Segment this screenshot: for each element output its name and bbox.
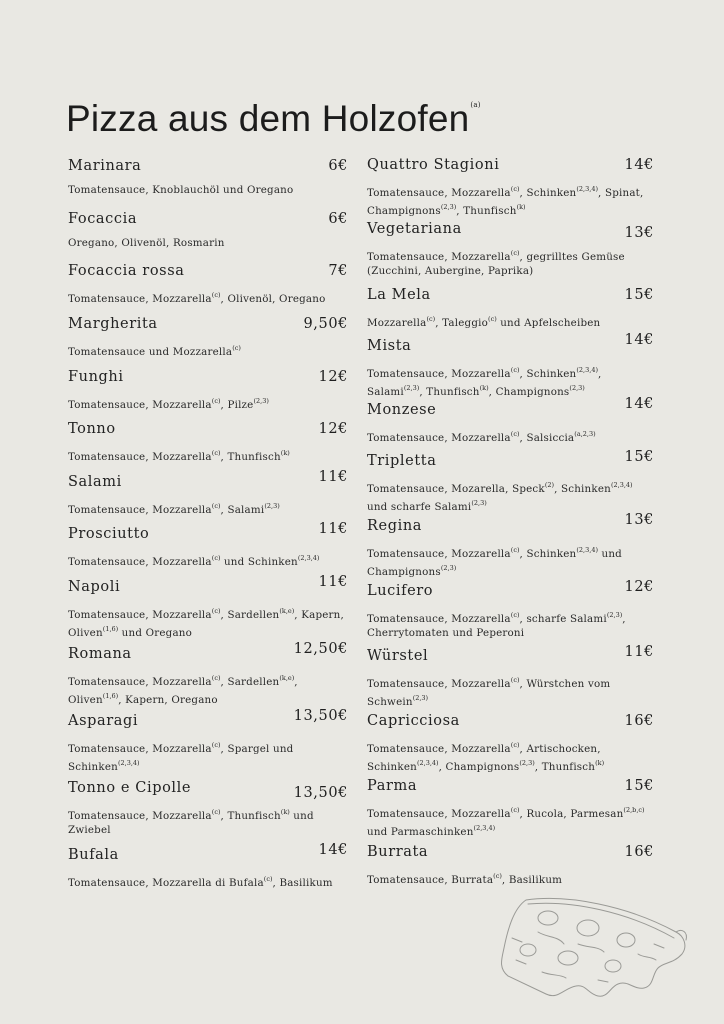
item-description bbox=[68, 738, 348, 774]
description-text: , Champignons bbox=[488, 386, 570, 398]
description-text: Tomatensauce, Mozzarella bbox=[68, 676, 212, 688]
item-description bbox=[68, 288, 348, 306]
item-description bbox=[367, 869, 654, 887]
item-name: Romana bbox=[68, 646, 132, 662]
description-text: Tomatensauce, Burrata bbox=[367, 874, 494, 886]
allergen-footnote: (k) bbox=[479, 384, 489, 392]
allergen-footnote: (k,e) bbox=[279, 607, 295, 615]
description-text: , Taleggio bbox=[435, 317, 489, 329]
allergen-footnote: (c) bbox=[426, 315, 436, 323]
menu-item bbox=[367, 579, 654, 640]
item-description bbox=[68, 183, 348, 197]
item-description bbox=[68, 236, 348, 250]
title-footnote: (a) bbox=[470, 101, 481, 109]
item-description bbox=[367, 608, 654, 640]
menu-item bbox=[68, 369, 348, 412]
menu-item bbox=[367, 644, 654, 709]
item-name: Tonno bbox=[68, 421, 116, 437]
allergen-footnote: (1,6) bbox=[102, 625, 119, 633]
allergen-footnote: (2,3) bbox=[519, 759, 535, 767]
item-name: Würstel bbox=[367, 648, 429, 664]
item-price: 12€ bbox=[624, 579, 654, 595]
item-description bbox=[367, 246, 654, 278]
description-text: Tomatensauce, Mozzarella bbox=[68, 293, 212, 305]
menu-item bbox=[367, 449, 654, 514]
allergen-footnote: (k) bbox=[516, 203, 526, 211]
allergen-footnote: (c) bbox=[211, 502, 221, 510]
description-text: , Salsiccia bbox=[519, 432, 575, 444]
item-name: Marinara bbox=[68, 158, 142, 174]
item-description bbox=[68, 671, 348, 707]
menu-item bbox=[68, 708, 348, 774]
description-text: , Schinken bbox=[554, 483, 611, 495]
menu-item bbox=[68, 574, 348, 640]
item-name: Tonno e Cipolle bbox=[68, 780, 192, 796]
description-text: Tomatensauce, Mozzarella bbox=[367, 808, 511, 820]
description-text: Tomatensauce und Mozzarella bbox=[68, 346, 233, 358]
description-text: , Thunfisch bbox=[534, 761, 596, 773]
item-description bbox=[367, 478, 654, 514]
description-text: , Spargel und Schinken bbox=[68, 743, 294, 773]
item-name: Vegetariana bbox=[367, 221, 462, 237]
allergen-footnote: (c) bbox=[510, 185, 520, 193]
menu-item bbox=[367, 713, 654, 774]
menu-item bbox=[68, 211, 348, 250]
item-price: 7€ bbox=[328, 263, 348, 279]
item-description bbox=[68, 805, 348, 837]
menu-item bbox=[367, 396, 654, 445]
item-name: Capricciosa bbox=[367, 713, 460, 729]
page-title bbox=[66, 98, 481, 140]
allergen-footnote: (2,3,4) bbox=[297, 554, 320, 562]
allergen-footnote: (c) bbox=[211, 674, 221, 682]
description-text: , Basilikum bbox=[272, 877, 333, 889]
menu-item bbox=[68, 780, 348, 837]
item-description bbox=[68, 604, 348, 640]
description-text: Tomatensauce, Mozzarella di Bufala bbox=[68, 877, 264, 889]
item-name: Focaccia rossa bbox=[68, 263, 185, 279]
item-name: Monzese bbox=[367, 402, 437, 418]
item-description bbox=[68, 394, 348, 412]
allergen-footnote: (2) bbox=[544, 481, 555, 489]
allergen-footnote: (c) bbox=[510, 546, 520, 554]
description-text: Tomatensauce, Mozzarella bbox=[68, 504, 212, 516]
item-description bbox=[367, 182, 654, 218]
description-text: , Salami bbox=[220, 504, 265, 516]
item-price: 13,50€ bbox=[293, 785, 348, 801]
description-text: , Würstchen vom Schwein bbox=[367, 678, 611, 708]
description-text: , Thunfisch bbox=[456, 205, 517, 217]
allergen-footnote: (c) bbox=[211, 397, 221, 405]
description-text: Oregano, Olivenöl, Rosmarin bbox=[68, 237, 225, 249]
description-text: Tomatensauce, Mozzarella bbox=[68, 810, 212, 822]
description-text: Tomatensauce, Mozzarella bbox=[367, 678, 511, 690]
description-text: , Champignons bbox=[438, 761, 520, 773]
item-name: Regina bbox=[367, 518, 423, 534]
description-text: Tomatensauce, Mozzarella bbox=[68, 743, 212, 755]
description-text: Tomatensauce, Mozzarella bbox=[68, 609, 212, 621]
menu-item bbox=[367, 844, 654, 887]
description-text: , Thunfisch bbox=[220, 810, 281, 822]
item-price: 15€ bbox=[624, 449, 654, 465]
item-price: 15€ bbox=[624, 287, 654, 303]
item-price: 6€ bbox=[328, 211, 348, 227]
description-text: , Thunfisch bbox=[220, 451, 281, 463]
description-text: , Cherrytomaten und Peperoni bbox=[367, 613, 626, 639]
description-text: und scharfe Salami bbox=[367, 501, 472, 513]
allergen-footnote: (c) bbox=[510, 430, 520, 438]
item-name: Mista bbox=[367, 338, 412, 354]
description-text: Tomatensauce, Mozarella, Speck bbox=[367, 483, 545, 495]
item-name: Napoli bbox=[68, 579, 121, 595]
description-text: , Schinken bbox=[519, 368, 577, 380]
item-description bbox=[367, 803, 654, 839]
allergen-footnote: (2,3) bbox=[471, 499, 487, 507]
description-text: , Sardellen bbox=[220, 676, 280, 688]
item-description bbox=[68, 446, 348, 464]
allergen-footnote: (c) bbox=[493, 872, 502, 880]
menu-item bbox=[68, 641, 348, 707]
item-price: 6€ bbox=[328, 158, 348, 174]
menu-item bbox=[68, 842, 348, 890]
item-price: 14€ bbox=[624, 396, 654, 412]
item-description bbox=[367, 543, 654, 579]
item-price: 12,50€ bbox=[293, 641, 348, 657]
description-text: , Kapern, Oregano bbox=[118, 694, 218, 706]
description-text: , Schinken bbox=[519, 187, 577, 199]
description-text: Tomatensauce, Mozzarella bbox=[68, 556, 212, 568]
description-text: und Schinken bbox=[220, 556, 298, 568]
allergen-footnote: (c) bbox=[510, 249, 520, 257]
menu-item bbox=[367, 287, 654, 330]
allergen-footnote: (c) bbox=[510, 741, 520, 749]
item-name: La Mela bbox=[367, 287, 431, 303]
title-text: Pizza aus dem Holzofen bbox=[66, 98, 470, 139]
description-text: , Artischocken, Schinken bbox=[367, 743, 601, 773]
item-description bbox=[367, 363, 654, 399]
item-price: 14€ bbox=[624, 157, 654, 173]
menu-item bbox=[68, 521, 348, 569]
allergen-footnote: (c) bbox=[510, 366, 520, 374]
allergen-footnote: (k,e) bbox=[279, 674, 295, 682]
description-text: , gegrilltes Gemüse (Zucchini, Aubergine, Paprika) bbox=[367, 251, 625, 277]
pizza-slice-illustration bbox=[468, 888, 690, 1006]
item-price: 14€ bbox=[624, 332, 654, 348]
item-name: Tripletta bbox=[367, 453, 437, 469]
description-text: , Schinken bbox=[519, 548, 577, 560]
item-description bbox=[367, 427, 654, 445]
allergen-footnote: (c) bbox=[211, 808, 221, 816]
allergen-footnote: (a,2,3) bbox=[574, 430, 596, 438]
item-name: Prosciutto bbox=[68, 526, 150, 542]
item-name: Burrata bbox=[367, 844, 429, 860]
item-price: 11€ bbox=[318, 469, 348, 485]
description-text: , Olivenöl, Oregano bbox=[220, 293, 326, 305]
description-text: Tomatensauce, Mozzarella bbox=[367, 368, 511, 380]
item-price: 14€ bbox=[318, 842, 348, 858]
description-text: und Oregano bbox=[118, 627, 193, 639]
description-text: Tomatensauce, Mozzarella bbox=[367, 743, 511, 755]
menu-item bbox=[68, 469, 348, 517]
allergen-footnote: (2,3) bbox=[440, 564, 457, 572]
item-name: Margherita bbox=[68, 316, 158, 332]
description-text: und Zwiebel bbox=[68, 810, 314, 836]
allergen-footnote: (k) bbox=[280, 449, 290, 457]
description-text: , Spinat, Champignons bbox=[367, 187, 644, 217]
allergen-footnote: (2,3) bbox=[412, 694, 429, 702]
item-name: Salami bbox=[68, 474, 122, 490]
allergen-footnote: (2,3) bbox=[253, 397, 269, 405]
description-text: Tomatensauce, Mozzarella bbox=[367, 187, 511, 199]
item-price: 11€ bbox=[624, 644, 654, 660]
description-text: , Sardellen bbox=[220, 609, 280, 621]
allergen-footnote: (c) bbox=[232, 344, 241, 352]
menu-item bbox=[367, 221, 654, 278]
description-text: Tomatensauce, Mozzarella bbox=[367, 432, 511, 444]
description-text: Tomatensauce, Mozzarella bbox=[367, 251, 511, 263]
allergen-footnote: (2,3,4) bbox=[610, 481, 633, 489]
allergen-footnote: (2,3) bbox=[569, 384, 585, 392]
item-description bbox=[68, 551, 348, 569]
menu-item bbox=[68, 421, 348, 464]
item-price: 16€ bbox=[624, 844, 654, 860]
description-text: Tomatensauce, Mozzarella bbox=[367, 613, 511, 625]
item-price: 12€ bbox=[318, 369, 348, 385]
item-description bbox=[367, 673, 654, 709]
description-text: Tomatensauce, Mozzarella bbox=[68, 399, 212, 411]
menu-item bbox=[68, 263, 348, 306]
description-text: Tomatensauce, Mozzarella bbox=[367, 548, 511, 560]
allergen-footnote: (c) bbox=[211, 449, 221, 457]
allergen-footnote: (2,3) bbox=[264, 502, 280, 510]
item-name: Focaccia bbox=[68, 211, 138, 227]
description-text: , Kapern, Oliven bbox=[68, 609, 344, 639]
allergen-footnote: (2,3) bbox=[440, 203, 457, 211]
item-price: 11€ bbox=[318, 521, 348, 537]
allergen-footnote: (c) bbox=[263, 875, 273, 883]
menu-item bbox=[367, 778, 654, 839]
allergen-footnote: (2,3,4) bbox=[473, 824, 496, 832]
item-name: Asparagi bbox=[68, 713, 139, 729]
item-name: Funghi bbox=[68, 369, 124, 385]
allergen-footnote: (2,b,c) bbox=[623, 806, 645, 814]
item-price: 11€ bbox=[318, 574, 348, 590]
menu-item bbox=[367, 512, 654, 579]
item-description bbox=[367, 738, 654, 774]
item-price: 12€ bbox=[318, 421, 348, 437]
item-name: Parma bbox=[367, 778, 418, 794]
allergen-footnote: (2,3,4) bbox=[117, 759, 140, 767]
menu-item bbox=[68, 158, 348, 197]
item-price: 9,50€ bbox=[303, 316, 348, 332]
allergen-footnote: (k) bbox=[595, 759, 605, 767]
description-text: und Champignons bbox=[367, 548, 622, 578]
item-name: Lucifero bbox=[367, 583, 434, 599]
allergen-footnote: (c) bbox=[488, 315, 497, 323]
allergen-footnote: (c) bbox=[211, 741, 221, 749]
item-price: 13€ bbox=[624, 512, 654, 528]
description-text: , Rucola, Parmesan bbox=[519, 808, 624, 820]
allergen-footnote: (2,3,4) bbox=[576, 546, 599, 554]
menu-item bbox=[367, 157, 654, 218]
allergen-footnote: (1,6) bbox=[102, 692, 119, 700]
allergen-footnote: (c) bbox=[510, 676, 520, 684]
description-text: und Apfelscheiben bbox=[496, 317, 601, 329]
item-description bbox=[68, 499, 348, 517]
allergen-footnote: (2,3,4) bbox=[576, 366, 599, 374]
description-text: , Salami bbox=[367, 368, 602, 398]
allergen-footnote: (2,3) bbox=[403, 384, 420, 392]
allergen-footnote: (c) bbox=[510, 611, 520, 619]
item-name: Bufala bbox=[68, 847, 119, 863]
menu-item bbox=[367, 332, 654, 399]
item-price: 13,50€ bbox=[293, 708, 348, 724]
description-text: , Thunfisch bbox=[419, 386, 480, 398]
allergen-footnote: (2,3,4) bbox=[576, 185, 599, 193]
allergen-footnote: (c) bbox=[510, 806, 520, 814]
item-description bbox=[367, 312, 654, 330]
allergen-footnote: (c) bbox=[211, 291, 221, 299]
allergen-footnote: (c) bbox=[211, 607, 221, 615]
item-name: Quattro Stagioni bbox=[367, 157, 500, 173]
description-text: Mozzarella bbox=[367, 317, 427, 329]
item-description bbox=[68, 872, 348, 890]
description-text: , Basilikum bbox=[501, 874, 563, 886]
allergen-footnote: (2,3) bbox=[606, 611, 623, 619]
allergen-footnote: (c) bbox=[211, 554, 221, 562]
description-text: , Oliven bbox=[68, 676, 298, 706]
allergen-footnote: (k) bbox=[280, 808, 290, 816]
description-text: , scharfe Salami bbox=[519, 613, 607, 625]
item-price: 16€ bbox=[624, 713, 654, 729]
item-price: 15€ bbox=[624, 778, 654, 794]
description-text: Tomatensauce, Knoblauchöl und Oregano bbox=[68, 184, 294, 196]
description-text: Tomatensauce, Mozzarella bbox=[68, 451, 212, 463]
item-price: 13€ bbox=[624, 225, 654, 241]
menu-item bbox=[68, 316, 348, 359]
description-text: , Pilze bbox=[220, 399, 254, 411]
description-text: und Parmaschinken bbox=[367, 826, 474, 838]
item-description bbox=[68, 341, 348, 359]
allergen-footnote: (2,3,4) bbox=[416, 759, 439, 767]
